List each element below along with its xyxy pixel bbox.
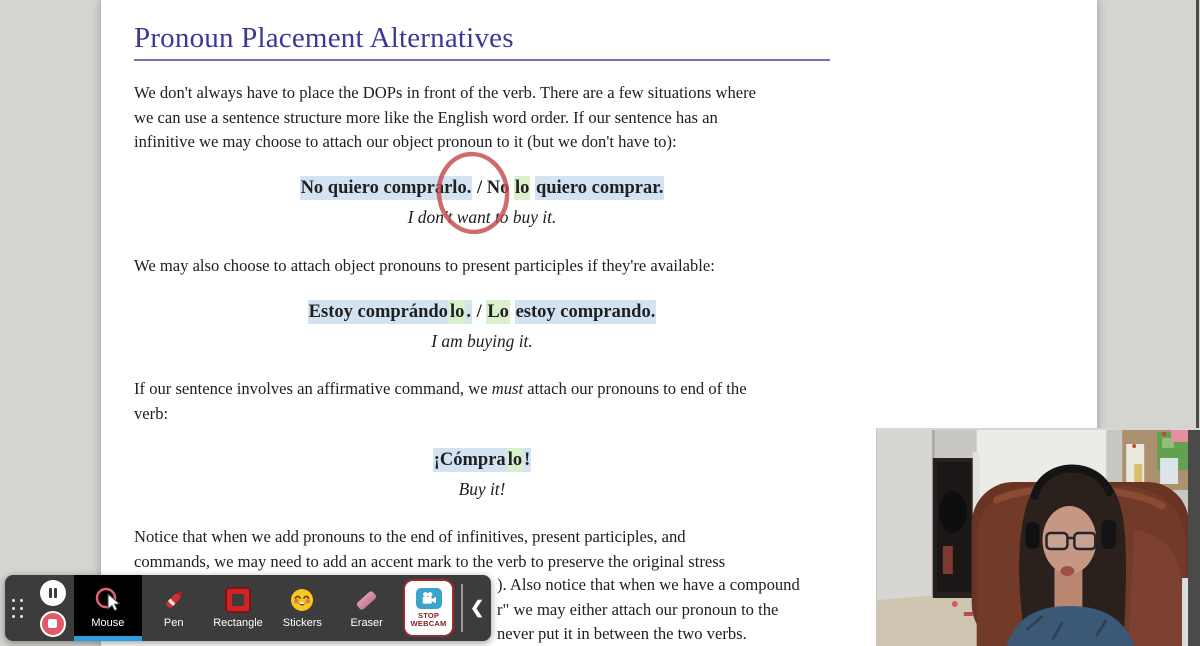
mouse-icon (95, 587, 121, 613)
stop-webcam-button[interactable] (403, 579, 455, 637)
webcam-icon (416, 588, 442, 609)
recording-toolbar (5, 575, 491, 641)
webcam-right-strip (1188, 430, 1200, 646)
tool-label: Eraser (350, 617, 383, 629)
translation-participle: I am buying it. (431, 331, 533, 351)
paragraph-participles: We may also choose to attach object pronouns to present participles if they're available: (134, 256, 715, 275)
tool-label: Pen (163, 617, 184, 629)
webcam-right-sliver (1182, 578, 1189, 646)
stop-recording-button[interactable] (40, 611, 66, 637)
translation-command: Buy it! (458, 479, 506, 499)
eraser-icon (356, 587, 377, 613)
tool-stickers[interactable] (270, 575, 334, 641)
pause-icon (49, 588, 52, 598)
example-command: ¡Cómpra lo ! (433, 450, 531, 470)
webcam-bulletin-board (1122, 430, 1196, 490)
example-participle: Estoy comprándo lo . / Lo estoy comprando. (308, 302, 656, 322)
tool-label: Stickers (282, 617, 322, 629)
title-underline (134, 59, 830, 61)
rectangle-icon (227, 587, 249, 613)
webcam-floor-toy2 (964, 612, 973, 616)
translation-infinitive: I don't want to buy it. (407, 207, 557, 227)
webcam-backpack (939, 491, 967, 533)
tool-label: Mouse (91, 617, 125, 629)
paragraph-intro: We don't always have to place the DOPs in front of the verb. There are a few situations where we can use a sentence structure more like the English word order. If our sentence has an infinitive we may choose to attach our object pronoun to it (but we don't have to): (134, 83, 757, 151)
webcam-door-object (943, 546, 953, 574)
tool-pen[interactable] (142, 575, 206, 641)
tool-eraser[interactable] (334, 575, 398, 641)
toolbar-collapse-button[interactable]: ❮ (463, 575, 491, 641)
drag-dots-icon (12, 599, 23, 618)
record-controls (31, 575, 75, 641)
tool-label: Rectangle (213, 617, 263, 629)
webcam-floor-toy (952, 601, 958, 607)
drag-handle-icon[interactable] (5, 575, 31, 641)
stop-webcam-label: STOP WEBCAM (410, 610, 447, 628)
page-title: Pronoun Placement Alternatives (134, 22, 514, 54)
tool-mouse[interactable] (74, 575, 141, 641)
webcam-video-frame (877, 430, 1200, 646)
pause-button[interactable] (40, 580, 66, 606)
paragraph-accent-notice: Notice that when we add pronouns to the end of infinitives, present participles, and commands, we may need to add an accent mark to the verb to preserve the original stress (134, 527, 726, 571)
paragraph-accent-notice-occluded-fragments: ). Also notice that when we have a compound r" we may either attach our pronoun to the never put it in between the two verbs. (497, 575, 800, 643)
paragraph-commands: If our sentence involves an affirmative command, we must attach our pronouns to end of the verb: (134, 379, 747, 423)
example-infinitive: No quiero comprarlo. / No lo quiero comprar. (300, 178, 664, 198)
stickers-emoji-icon (289, 587, 315, 613)
stop-icon (48, 619, 57, 628)
tool-rectangle[interactable] (206, 575, 270, 641)
pen-icon (161, 587, 187, 613)
webcam-preview[interactable] (876, 428, 1200, 646)
